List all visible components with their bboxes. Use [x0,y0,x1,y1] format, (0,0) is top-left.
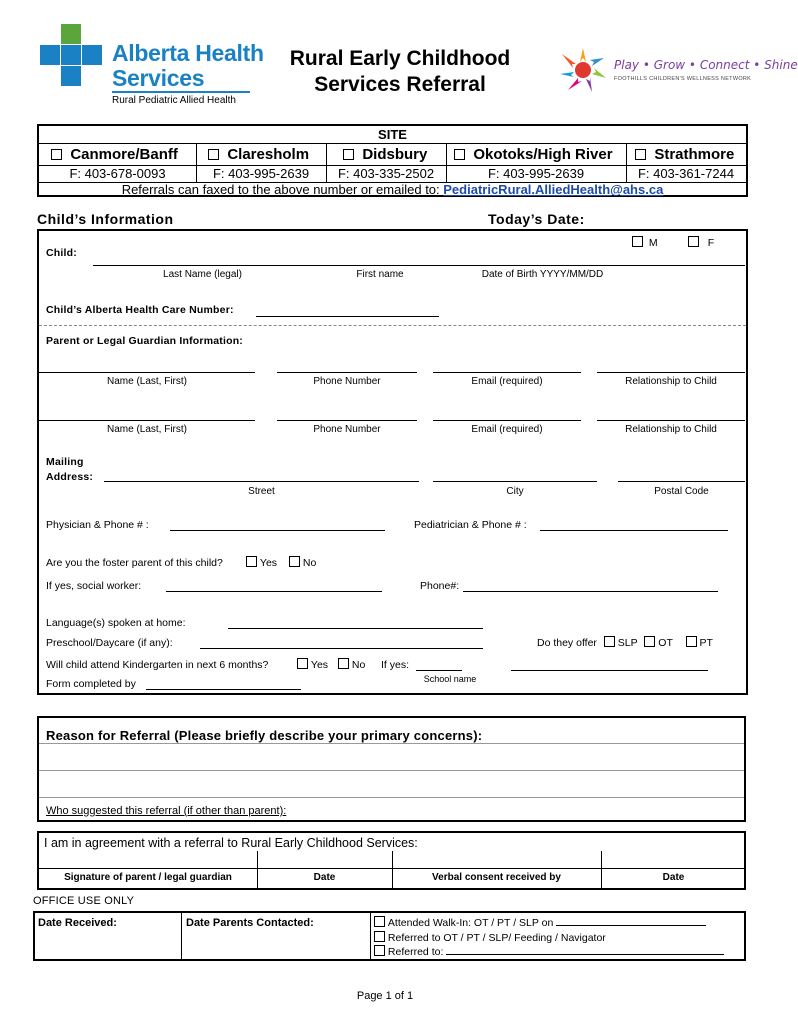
kindergarten-question: Will child attend Kindergarten in next 6 months? [46,659,269,671]
referred-ot-option[interactable] [374,931,606,944]
child-name-line[interactable] [93,265,745,266]
guardian2-relationship-line[interactable] [597,420,745,421]
mailing-label-line1: Mailing [46,456,84,468]
kindergarten-yes-option[interactable] [297,658,328,671]
partner-subtitle: FOOTHILLS CHILDREN'S WELLNESS NETWORK [614,76,752,82]
office-use-heading: OFFICE USE ONLY [33,895,135,907]
do-they-offer-label: Do they offer [537,637,597,649]
no-label: No [351,659,366,671]
ot-label: OT [658,637,673,649]
no-label: No [302,557,317,569]
cap-email: Email (required) [471,376,543,387]
site-fax: F: 403-335-2502 [337,166,435,181]
agreement-statement: I am in agreement with a referral to Rural Early Childhood Services: [44,836,418,850]
title-line1: Rural Early Childhood [289,47,511,70]
page-title [258,46,542,98]
referred-to-option[interactable] [374,945,724,958]
cap-first-name: First name [356,269,404,280]
office-section [33,911,746,961]
school-name-line[interactable] [511,670,708,671]
site-fax: F: 403-995-2639 [487,166,585,181]
reason-line-2[interactable] [39,770,744,771]
social-worker-line[interactable] [166,591,382,592]
child-label: Child: [46,247,77,259]
city-line[interactable] [433,481,597,482]
cap-phone: Phone Number [313,376,381,387]
agreement-section [37,831,746,890]
site-title: SITE [378,127,407,142]
reason-line-1[interactable] [39,743,744,744]
guardian1-relationship-line[interactable] [597,372,745,373]
social-worker-label: If yes, social worker: [46,580,142,592]
todays-date-label: Today’s Date: [488,211,585,227]
foster-no-option[interactable] [289,556,316,569]
checkbox-strathmore[interactable] [635,149,646,160]
phone-hash-label: Phone#: [420,580,460,592]
form-completed-line[interactable] [146,689,301,690]
kindergarten-no-option[interactable] [338,658,365,671]
if-yes-line[interactable] [416,670,462,671]
star-splash-icon [556,44,610,96]
page-number: Page 1 of 1 [356,990,414,1002]
preschool-label: Preschool/Daycare (if any): [46,637,173,649]
cap-verbal-consent: Verbal consent received by [432,872,561,883]
street-line[interactable] [104,481,419,482]
referred-ot-label: Referred to OT / PT / SLP/ Feeding / Navigator [387,932,606,944]
ahs-cross-icon [40,24,102,86]
yes-label: Yes [310,659,329,671]
health-card-label: Child’s Alberta Health Care Number: [46,304,234,316]
cap-school-name: School name [423,674,477,684]
walk-in-line[interactable] [556,925,706,926]
checkbox-okotoks[interactable] [454,149,465,160]
languages-line[interactable] [228,628,483,629]
logo-name-line2: Services [112,65,205,91]
site-name-label: Canmore/Banff [70,146,178,163]
site-option-okotoks[interactable] [454,146,613,163]
reason-heading: Reason for Referral (Please briefly describe your primary concerns): [46,728,483,743]
cap-name: Name (Last, First) [106,424,187,435]
mailing-label-line2: Address: [46,471,94,483]
cap-name: Name (Last, First) [106,376,187,387]
referred-to-line[interactable] [446,954,724,955]
checkbox-walk-in[interactable] [374,916,385,927]
walk-in-label: Attended Walk-In: OT / PT / SLP on [387,917,557,929]
cap-street: Street [248,486,275,497]
site-fax: F: 403-361-7244 [637,166,735,181]
physician-line[interactable] [170,530,385,531]
who-suggested-label: Who suggested this referral (if other than parent): [46,805,287,817]
cap-email: Email (required) [471,424,543,435]
foster-yes-option[interactable] [246,556,277,569]
partner-logo [556,44,798,96]
pediatrician-line[interactable] [540,530,728,531]
sex-f-label: F [707,237,715,249]
cap-last-name: Last Name (legal) [163,269,242,280]
social-worker-phone-line[interactable] [463,591,718,592]
cap-postal: Postal Code [654,486,709,497]
date-contacted-label: Date Parents Contacted: [186,917,314,929]
guardian2-phone-line[interactable] [277,420,417,421]
ahs-logo [40,24,264,109]
logo-name-line1: Alberta Health [112,40,264,66]
cap-date: Date [313,872,336,883]
sex-m-label: M [648,237,658,249]
sex-m-option[interactable] [632,236,658,249]
referral-note [39,182,746,197]
do-they-offer [537,636,713,649]
physician-label: Physician & Phone # : [46,519,149,531]
sex-f-option[interactable] [688,236,714,249]
site-name-label: Okotoks/High River [473,146,613,163]
cap-relationship: Relationship to Child [625,424,717,435]
title-line2: Services Referral [314,73,486,96]
site-fax: F: 403-995-2639 [212,166,310,181]
reason-line-3[interactable] [39,797,744,798]
site-option-didsbury[interactable] [343,146,427,163]
cap-signature: Signature of parent / legal guardian [64,872,232,883]
health-card-line[interactable] [256,316,439,317]
checkbox-claresholm[interactable] [208,149,219,160]
mailing-label [46,455,93,485]
site-option-strathmore[interactable] [635,146,734,163]
referral-note-text: Referrals can faxed to the above number or emailed to: [121,182,444,197]
logo-underline [112,91,250,93]
site-fax: F: 403-678-0093 [69,166,166,181]
cap-dob: Date of Birth YYYY/MM/DD [481,269,604,280]
preschool-line[interactable] [200,648,483,649]
cap-city: City [506,486,524,497]
checkbox-foster-no[interactable] [289,556,300,567]
checkbox-pt[interactable] [686,636,697,647]
checkbox-foster-yes[interactable] [246,556,257,567]
guardian-heading: Parent or Legal Guardian Information: [46,335,244,347]
site-name-label: Didsbury [362,146,428,163]
date-received-label: Date Received: [38,917,117,929]
checkbox-canmore[interactable] [51,149,62,160]
yes-label: Yes [259,557,278,569]
site-table [37,124,748,197]
pediatrician-label: Pediatrician & Phone # : [414,519,527,531]
slp-label: SLP [617,637,638,649]
referred-to-label: Referred to: [387,946,447,958]
guardian2-name-line[interactable] [39,420,255,421]
checkbox-ot[interactable] [644,636,655,647]
checkbox-kindergarten-no[interactable] [338,658,349,669]
checkbox-m[interactable] [632,236,643,247]
form-completed-label: Form completed by [46,678,136,690]
reason-section [37,716,746,822]
languages-label: Language(s) spoken at home: [46,617,186,629]
site-option-claresholm[interactable] [208,146,309,163]
pt-label: PT [699,637,713,649]
postal-line[interactable] [618,481,745,482]
referral-email-link[interactable]: PediatricRural.AlliedHealth@ahs.ca [443,182,664,197]
walk-in-option[interactable] [374,916,706,929]
if-yes-label: If yes: [381,659,410,671]
checkbox-f[interactable] [688,236,699,247]
cap-relationship: Relationship to Child [625,376,717,387]
site-name-label: Strathmore [654,146,735,163]
guardian1-email-line[interactable] [433,372,581,373]
site-option-canmore[interactable] [51,146,178,163]
checkbox-kindergarten-yes[interactable] [297,658,308,669]
guardian2-email-line[interactable] [433,420,581,421]
guardian1-phone-line[interactable] [277,372,417,373]
checkbox-slp[interactable] [604,636,615,647]
logo-subtitle: Rural Pediatric Allied Health [112,95,236,106]
checkbox-didsbury[interactable] [343,149,354,160]
child-info-heading: Child’s Information [37,211,174,227]
partner-tagline: Play • Grow • Connect • Shine [614,58,798,72]
guardian1-name-line[interactable] [39,372,255,373]
site-name-label: Claresholm [227,146,310,163]
checkbox-referred-ot[interactable] [374,931,385,942]
cap-date: Date [662,872,685,883]
cap-phone: Phone Number [313,424,381,435]
checkbox-referred-to[interactable] [374,945,385,956]
foster-question: Are you the foster parent of this child? [46,557,223,569]
